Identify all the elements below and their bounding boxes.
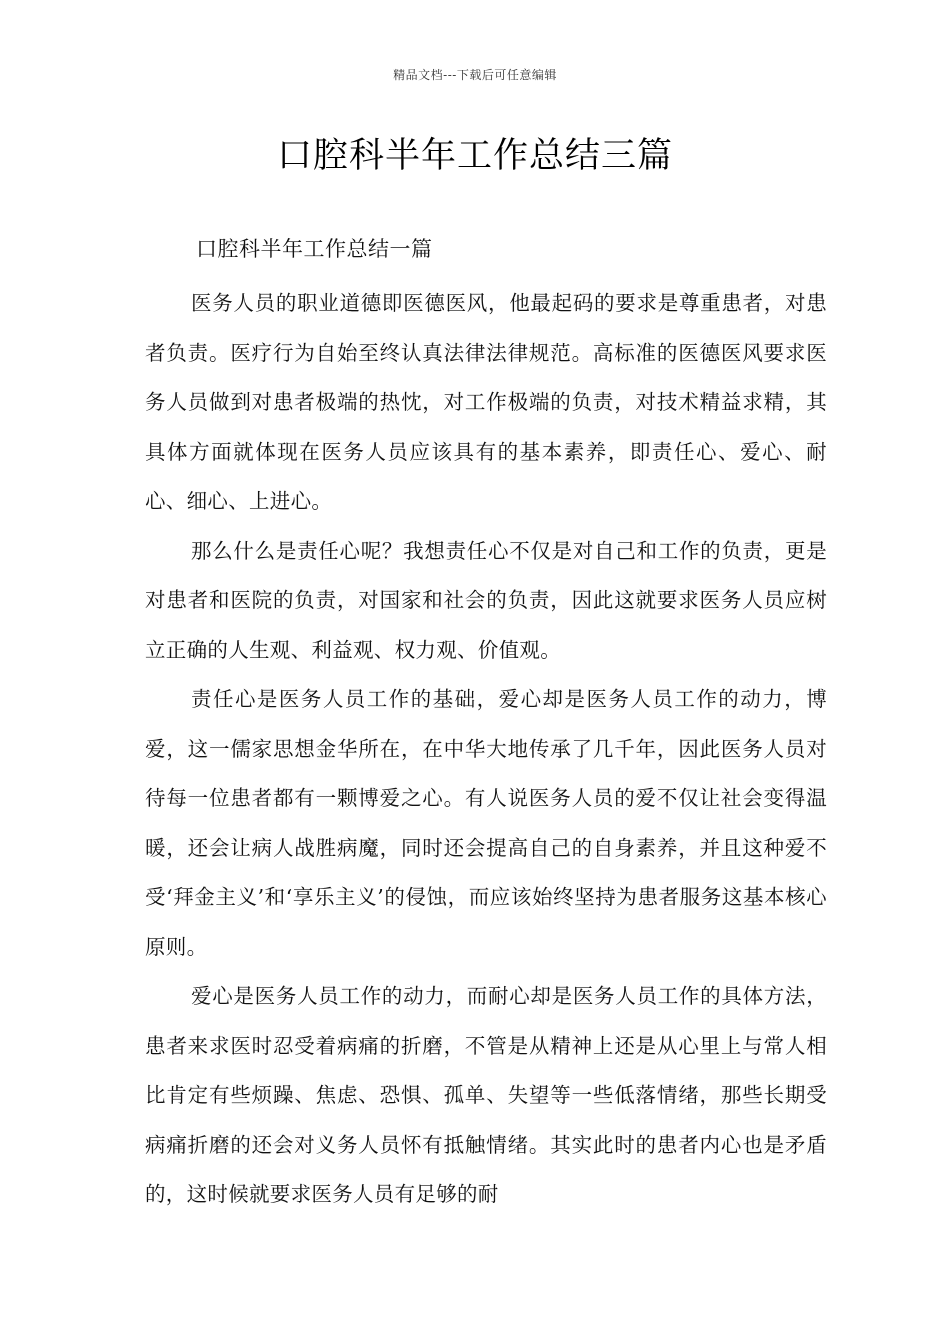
paragraph: 那么什么是责任心呢？我想责任心不仅是对自己和工作的负责，更是对患者和医院的负责，对国家和社会的负责，因此这就要求医务人员应树立正确的人生观、利益观、权力观、价值观。 bbox=[145, 538, 827, 662]
paragraph: 责任心是医务人员工作的基础，爱心却是医务人员工作的动力，博爱，这一儒家思想金华所在，在中华大地传承了几千年，因此医务人员对待每一位患者都有一颗博爱之心。有人说医务人员的爱不仅让社会变得温暖，还会让病人战胜病魔，同时还会提高自己的自身素养，并且这种爱不受‘拜金主义’和‘享乐主义’的侵蚀，而应该始终坚持为患者服务这基本核心原则。 bbox=[145, 687, 827, 959]
header-note: 精品文档---下载后可任意编辑 bbox=[393, 68, 557, 82]
document-title: 口腔科半年工作总结三篇 bbox=[276, 136, 673, 176]
paragraph: 医务人员的职业道德即医德医风，他最起码的要求是尊重患者，对患者负责。医疗行为自始至终认真法律法律规范。高标准的医德医风要求医务人员做到对患者极端的热忱，对工作极端的负责，对技术精益求精，其具体方面就体现在医务人员应该具有的基本素养，即责任心、爱心、耐心、细心、上进心。 bbox=[145, 291, 827, 513]
paragraph: 爱心是医务人员工作的动力，而耐心却是医务人员工作的具体方法，患者来求医时忍受着病痛的折磨，不管是从精神上还是从心里上与常人相比肯定有些烦躁、焦虑、恐惧、孤单、失望等一些低落情绪，那些长期受病痛折磨的还会对义务人员怀有抵触情绪。其实此时的患者内心也是矛盾的，这时候就要求医务人员有足够的耐 bbox=[145, 984, 827, 1206]
body-text bbox=[145, 279, 827, 1220]
section-heading: 口腔科半年工作总结一篇 bbox=[196, 237, 433, 261]
